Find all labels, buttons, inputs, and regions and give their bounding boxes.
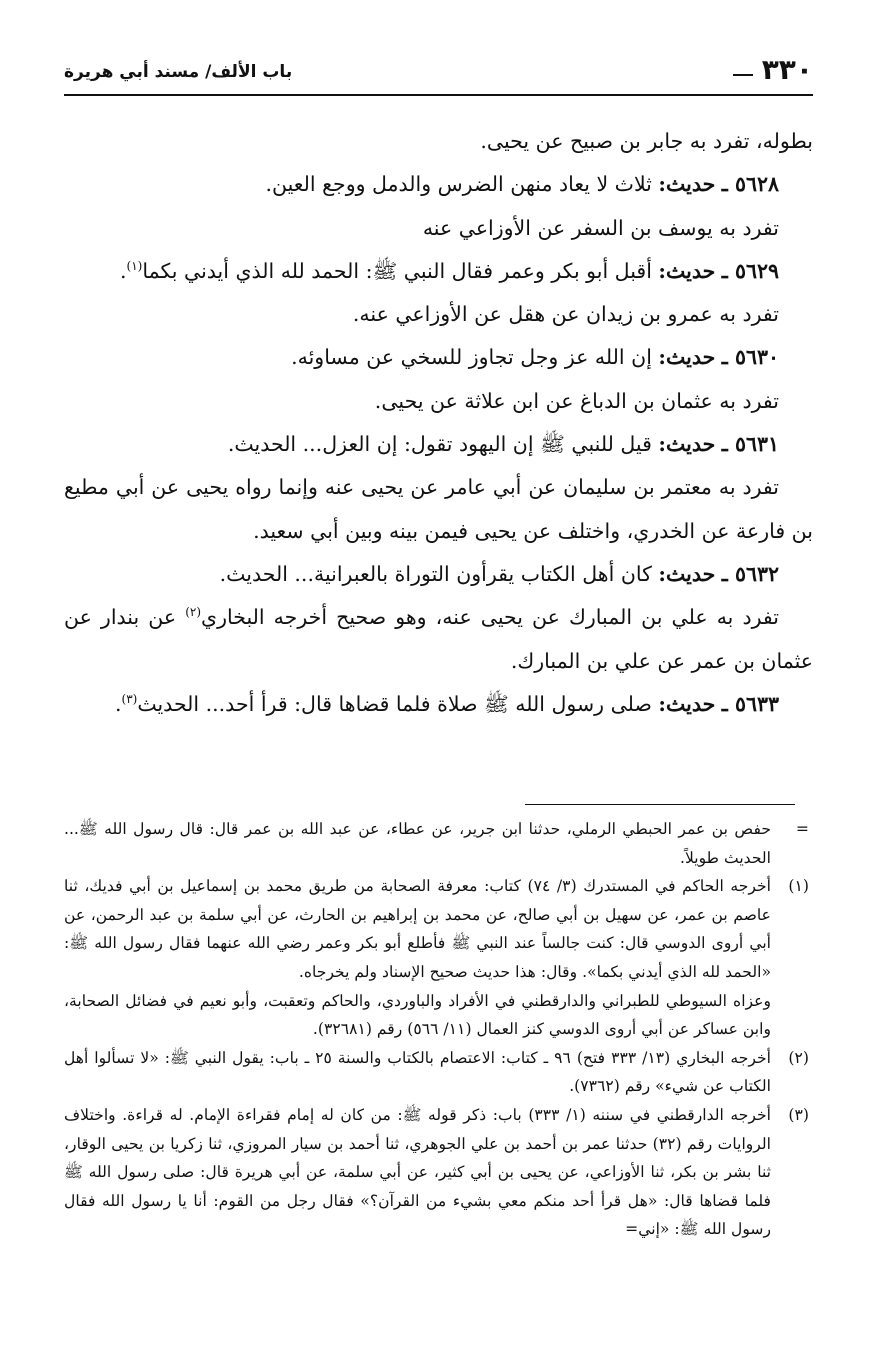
header-dash [733, 74, 753, 76]
footnote-continuation: وعزاه السيوطي للطبراني والدارقطني في الأفراد والباوردي، والحاكم وتعقبت، وأبو نعيم في فضائل الصحابة، وابن عساكر عن أبي أروى الدوسي كنز العمال (١١/ ٥٦٦) رقم (٣٢٦٨١). [64, 991, 771, 1039]
hadith-number: ٥٦٣٢ ـ [721, 561, 779, 586]
footnote: (٢) أخرجه البخاري (١٣/ ٣٣٣ فتح) ٩٦ ـ كتاب: الاعتصام بالكتاب والسنة ٢٥ ـ باب: يقول النبي ﷺ: «لا تسألوا أهل الكتاب عن شيء» رقم (٧٣٦٢). [64, 1044, 813, 1101]
hadith-number: ٥٦٣٣ ـ [721, 691, 779, 716]
footnote-marker: (٣) [788, 1105, 809, 1124]
hadith-keyword: حديث: [658, 691, 716, 716]
hadith-text: كان أهل الكتاب يقرأون التوراة بالعبرانية... الحديث. [219, 561, 652, 586]
footnote-ref: (١) [126, 259, 143, 274]
footnote: (١) أخرجه الحاكم في المستدرك (٣/ ٧٤) كتاب: معرفة الصحابة من طريق محمد بن إسماعيل بن أبي فديك، ثنا عاصم بن عمر، عن سهيل بن أبي صالح، عن محمد بن إبراهيم بن الحارث، عن أبي سلمة بن عبد الرحمن، عن أبي أروى الدوسي قال: كنت جالساً عند النبي ﷺ فأطلع أبو بكر وعمر رضي الله عنهما فقال رسول الله ﷺ: «الحمد لله الذي أيدني بكما». وقال: هذا حديث صحيح الإسناد ولم يخرجاه. [64, 872, 813, 986]
body-text [64, 120, 813, 726]
hadith-entry: ٥٦٣٣ ـ حديث: صلى رسول الله ﷺ صلاة فلما قضاها قال: قرأ أحد... الحديث$^{(٣)}$. [114, 691, 779, 716]
hadith-entry [64, 423, 813, 466]
body-paragraph: تفرد به عمرو بن زيدان عن هقل عن الأوزاعي عنه. [352, 302, 779, 327]
footnote-separator [525, 804, 795, 805]
page-number: ٣٣٠ [761, 53, 813, 86]
hadith-number: ٥٦٢٩ ـ [721, 258, 779, 283]
hadith-keyword: حديث: [658, 345, 716, 370]
hadith-keyword: حديث: [658, 432, 716, 457]
footnotes [64, 815, 813, 1244]
footnote-marker: (٢) [788, 1048, 809, 1067]
body-paragraph: بطوله، تفرد به جابر بن صبيح عن يحيى. [480, 129, 813, 153]
hadith-keyword: حديث: [658, 258, 716, 283]
body-paragraph: تفرد به يوسف بن السفر عن الأوزاعي عنه [422, 215, 779, 240]
hadith-text: قيل للنبي ﷺ إن اليهود تقول: إن العزل... الحديث. [227, 432, 652, 457]
footnote-marker: = [795, 820, 809, 838]
hadith-entry [64, 553, 813, 596]
running-head: باب الألف/ مسند أبي هريرة [64, 62, 293, 82]
footnote-ref: (٢) [185, 605, 202, 620]
hadith-text: أقبل أبو بكر وعمر فقال النبي ﷺ: الحمد لله الذي أيدني بكما [142, 258, 652, 283]
hadith-text: صلى رسول الله ﷺ صلاة فلما قضاها قال: قرأ أحد... الحديث [137, 691, 652, 716]
hadith-keyword: حديث: [658, 561, 716, 586]
hadith-number: ٥٦٣٠ ـ [721, 345, 779, 370]
hadith-text: إن الله عز وجل تجاوز للسخي عن مساوئه. [291, 345, 652, 370]
body-paragraph: تفرد به عثمان بن الدباغ عن ابن علاثة عن يحيى. [374, 388, 779, 413]
page-header [64, 50, 813, 92]
body-paragraph: تفرد به معتمر بن سليمان عن أبي عامر عن يحيى عنه وإنما رواه يحيى عن أبي مطيع بن فارعة عن الخدري، واختلف عن يحيى فيمن بينه وبين أبي سعيد. [64, 475, 813, 543]
header-rule [64, 94, 813, 96]
hadith-number: ٥٦٢٨ ـ [721, 172, 779, 197]
hadith-keyword: حديث: [658, 172, 716, 197]
hadith-entry: ٥٦٢٩ ـ حديث: أقبل أبو بكر وعمر فقال النبي ﷺ: الحمد لله الذي أيدني بكما$^{(١)}$. [120, 258, 779, 283]
hadith-entry [64, 163, 813, 206]
footnote: = حفص بن عمر الحبطي الرملي، حدثنا ابن جرير، عن عطاء، عن عبد الله بن عمر قال: قال رسول الله ﷺ... الحديث طويلاً. [64, 815, 813, 872]
footnote-ref: (٣) [121, 692, 138, 707]
footnote: (٣) أخرجه الدارقطني في سننه (١/ ٣٣٣) باب: ذكر قوله ﷺ: من كان له إمام فقراءة الإمام. له قراءة. واختلاف الروايات رقم (٣٢) حدثنا عمر بن أحمد بن علي الجوهري، ثنا أحمد بن سيار المروزي، ثنا زكريا بن يحيى الوقار، ثنا بشر بن بكر، ثنا الأوزاعي، عن يحيى بن أبي كثير، عن أبي سلمة، عن أبي هريرة قال: صلى رسول الله ﷺ فلما قضاها قال: «هل قرأ أحد منكم معي بشيء من القرآن؟» فقال رجل من القوم: أنا يا رسول الله فقال رسول الله ﷺ: «إني= [64, 1101, 813, 1244]
body-paragraph: تفرد به علي بن المبارك عن يحيى عنه، وهو صحيح أخرجه البخاري$^{(٢)}$ عن بندار عن عثمان بن عمر عن علي بن المبارك. [64, 605, 813, 673]
footnote-marker: (١) [788, 877, 809, 896]
hadith-entry [64, 336, 813, 379]
hadith-number: ٥٦٣١ ـ [721, 432, 779, 457]
hadith-text: ثلاث لا يعاد منهن الضرس والدمل ووجع العين. [265, 172, 652, 197]
